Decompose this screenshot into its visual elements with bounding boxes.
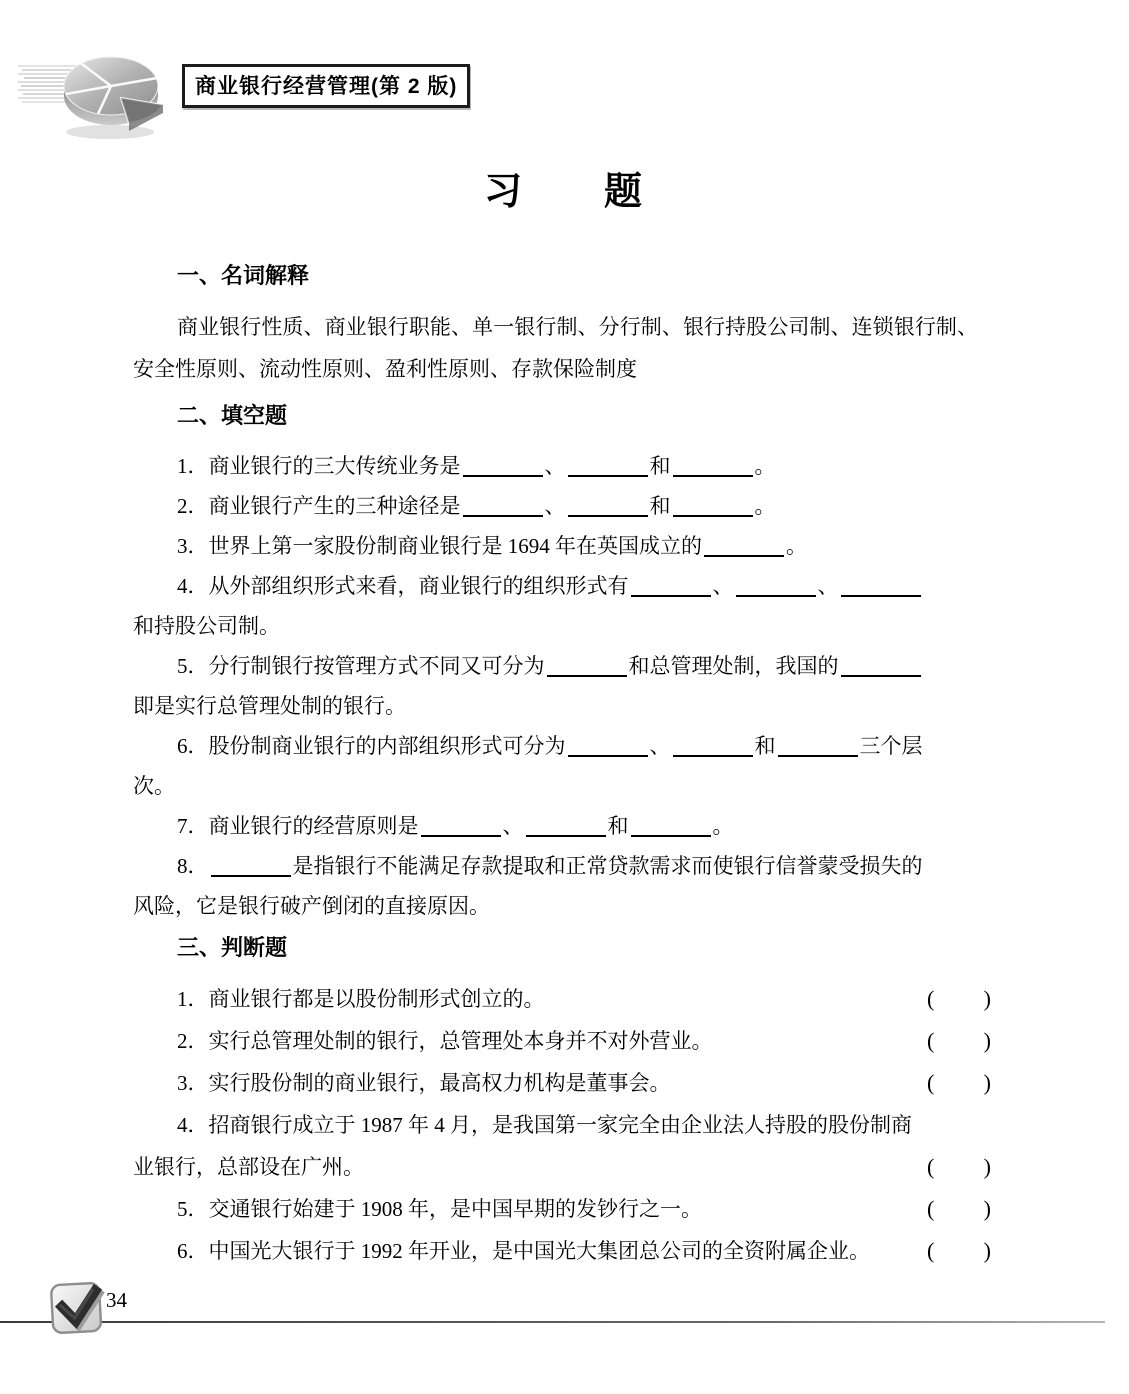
answer-parentheses — [927, 1062, 991, 1104]
paren-close: ) — [983, 1238, 991, 1263]
blank-line — [631, 581, 711, 597]
judgment-question — [133, 1230, 995, 1272]
answer-parentheses — [927, 1146, 991, 1188]
fill-question — [133, 486, 923, 526]
question-text: 、 — [502, 814, 524, 838]
paren-close: ) — [983, 1070, 991, 1095]
section-heading-fill-in: 二、填空题 — [177, 403, 288, 428]
blank-line — [841, 581, 921, 597]
fill-in-questions — [133, 446, 923, 926]
question-text: 。 — [754, 494, 776, 518]
question-text: 6．中国光大银行于 1992 年开业，是中国光大集团总公司的全资附属企业。 — [177, 1239, 870, 1263]
answer-parentheses — [927, 978, 991, 1020]
paren-close: ) — [983, 1196, 991, 1221]
blank-line — [421, 821, 501, 837]
judgment-question — [133, 978, 995, 1020]
blank-line — [736, 581, 816, 597]
blank-line — [673, 501, 753, 517]
answer-parentheses — [927, 1230, 991, 1272]
question-text: 、 — [712, 574, 734, 598]
paren-open: ( — [927, 1196, 935, 1221]
judgment-question — [133, 1020, 995, 1062]
paren-open: ( — [927, 1154, 935, 1179]
question-text: 。 — [786, 534, 807, 558]
blank-line — [547, 661, 627, 677]
judgment-questions — [133, 978, 995, 1272]
question-text: 5．交通银行始建于 1908 年，是中国早期的发钞行之一。 — [177, 1197, 702, 1221]
question-text: 、 — [544, 454, 566, 478]
blank-line — [526, 821, 606, 837]
question-text: 和 — [649, 454, 671, 478]
blank-line — [673, 461, 753, 477]
footer-divider — [0, 1321, 1105, 1323]
blank-line — [704, 541, 784, 557]
paren-open: ( — [927, 1028, 935, 1053]
fill-question — [133, 446, 923, 486]
question-text: 。 — [712, 814, 734, 838]
question-text: 7．商业银行的经营原则是 — [177, 814, 419, 838]
blank-line — [568, 501, 648, 517]
fill-question — [133, 526, 923, 566]
answer-parentheses — [927, 1020, 991, 1062]
section-heading-judgment: 三、判断题 — [177, 935, 288, 960]
judgment-question — [133, 1104, 995, 1188]
terms-list: 商业银行性质、商业银行职能、单一银行制、分行制、银行持股公司制、连锁银行制、安全性原则、流动性原则、盈利性原则、存款保险制度 — [133, 315, 978, 381]
question-text: 是指银行不能满足存款提取和正常贷款需求而使银行信誉蒙受损失的风险，它是银行破产倒闭的直接原因。 — [133, 854, 923, 918]
blank-line — [673, 741, 753, 757]
fill-question — [133, 846, 923, 926]
question-text: 和 — [754, 734, 776, 758]
book-title: 商业银行经营管理(第 2 版) — [182, 64, 470, 108]
judgment-question — [133, 1062, 995, 1104]
checkmark-icon — [46, 1276, 106, 1336]
question-text: 3．世界上第一家股份制商业银行是 1694 年在英国成立的 — [177, 534, 702, 558]
pie-chart-logo-icon — [18, 44, 188, 144]
question-text: 即是实行总管理处制的银行。 — [133, 694, 406, 718]
blank-line — [211, 861, 291, 877]
section-heading-terms: 一、名词解释 — [177, 263, 310, 288]
question-text: 5．分行制银行按管理方式不同又可分为 — [177, 654, 545, 678]
paren-open: ( — [927, 1238, 935, 1263]
fill-question — [133, 646, 923, 726]
paren-close: ) — [983, 986, 991, 1011]
question-text: 和持股公司制。 — [133, 614, 280, 638]
question-text: 、 — [817, 574, 839, 598]
page-number: 34 — [106, 1288, 127, 1312]
blank-line — [841, 661, 921, 677]
question-text: 。 — [754, 454, 776, 478]
blank-line — [568, 461, 648, 477]
question-text: 2．实行总管理处制的银行，总管理处本身并不对外营业。 — [177, 1029, 713, 1053]
fill-question — [133, 806, 923, 846]
answer-parentheses — [927, 1188, 991, 1230]
fill-question — [133, 566, 923, 646]
header-logo — [18, 44, 188, 144]
question-text: 2．商业银行产生的三种途径是 — [177, 494, 461, 518]
paren-close: ) — [983, 1028, 991, 1053]
blank-line — [778, 741, 858, 757]
paren-close: ) — [983, 1154, 991, 1179]
question-text: 三个层次。 — [133, 734, 923, 798]
question-text: 4．从外部组织形式来看，商业银行的组织形式有 — [177, 574, 629, 598]
question-text: 8． — [177, 854, 209, 878]
question-text: 和 — [607, 814, 629, 838]
question-text: 、 — [649, 734, 671, 758]
question-text: 4．招商银行成立于 1987 年 4 月，是我国第一家完全由企业法人持股的股份制商业银行，总部设在广州。 — [133, 1113, 912, 1179]
question-text: 和总管理处制，我国的 — [628, 654, 839, 678]
blank-line — [631, 821, 711, 837]
question-text: 1．商业银行都是以股份制形式创立的。 — [177, 987, 545, 1011]
question-text: 1．商业银行的三大传统业务是 — [177, 454, 461, 478]
fill-question — [133, 726, 923, 806]
question-text: 和 — [649, 494, 671, 518]
blank-line — [568, 741, 648, 757]
question-text: 、 — [544, 494, 566, 518]
question-text: 6．股份制商业银行的内部组织形式可分为 — [177, 734, 566, 758]
paren-open: ( — [927, 986, 935, 1011]
page-title: 习 题 — [483, 171, 644, 213]
paren-open: ( — [927, 1070, 935, 1095]
main-content — [133, 168, 995, 1272]
question-text: 3．实行股份制的商业银行，最高权力机构是董事会。 — [177, 1071, 671, 1095]
blank-line — [463, 501, 543, 517]
blank-line — [463, 461, 543, 477]
judgment-question — [133, 1188, 995, 1230]
